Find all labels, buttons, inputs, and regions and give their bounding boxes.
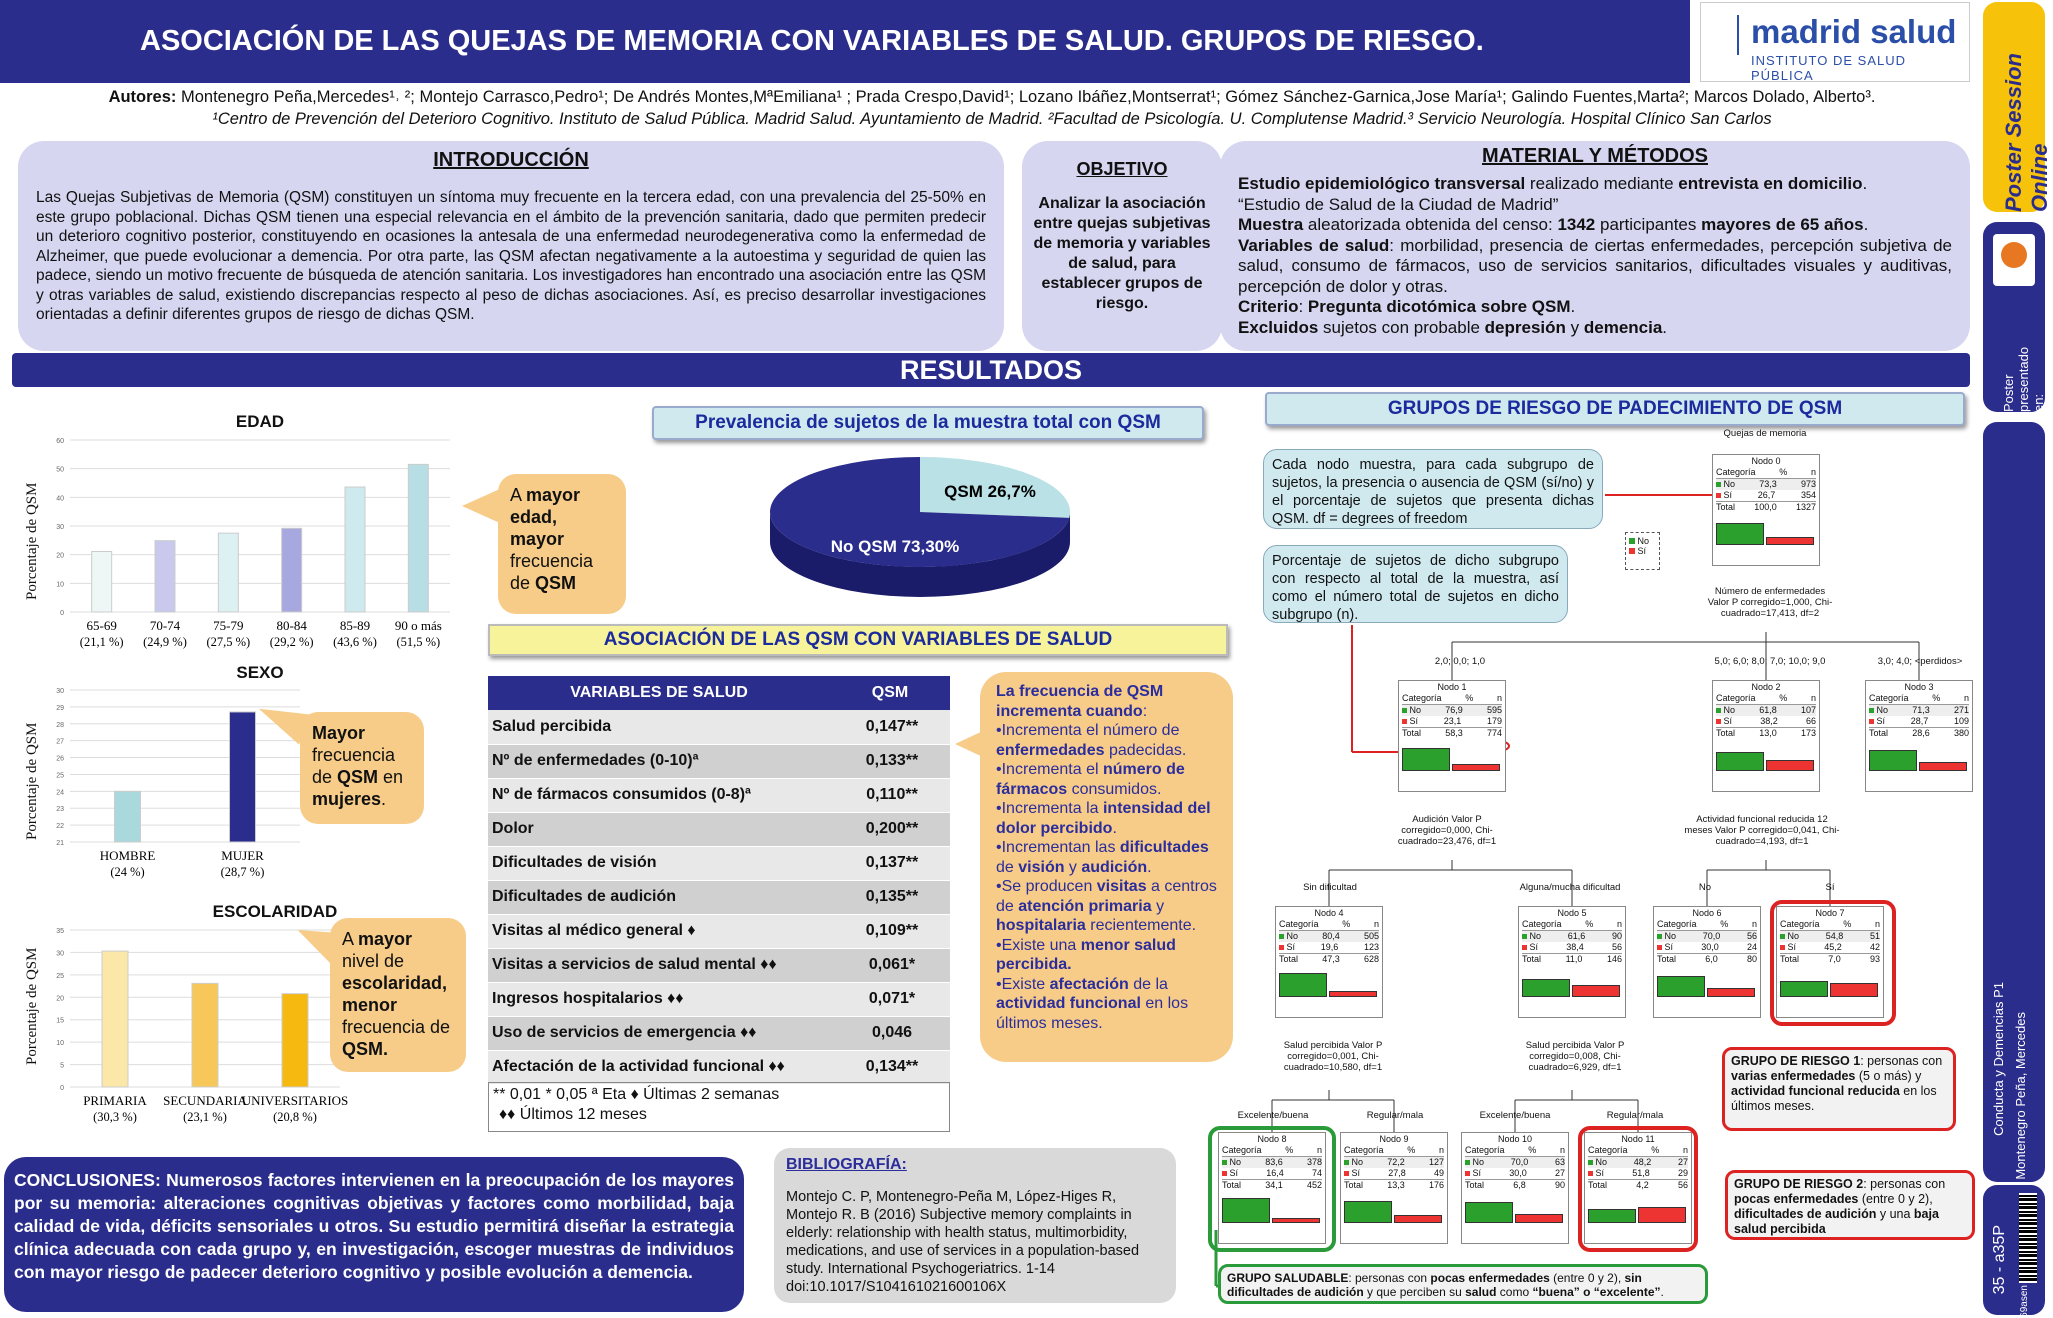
tick-label: 22 [56, 823, 64, 831]
legend-no: No [1629, 536, 1656, 546]
category-label: 65-69 [86, 618, 117, 633]
branch-label: 2,0; 0,0; 1,0 [1434, 656, 1486, 667]
node-header: Categoría % n [1402, 693, 1502, 703]
qsm-cell: 0,133** [830, 744, 950, 778]
healthy-highlight [1208, 1126, 1336, 1252]
presented-label: Poster presentado en: [2001, 346, 2046, 412]
risk-highlight [1578, 1126, 1698, 1252]
variable-cell: Nº de enfermedades (0-10)ª [488, 744, 830, 778]
node-header: Categoría % n [1465, 1145, 1565, 1155]
tick-label: 0 [60, 1085, 64, 1092]
introduction-panel [18, 141, 1004, 351]
bar [282, 528, 302, 612]
tick-label: 15 [56, 1017, 64, 1025]
bubble-pointer [955, 730, 985, 758]
variable-cell: Afectación de la actividad funcional ♦♦ [488, 1050, 830, 1084]
variable-cell: Nº de fármacos consumidos (0-8)ª [488, 778, 830, 812]
tree-node [1398, 680, 1506, 792]
split-label: Salud percibida Valor P corregido=0,008, Chi-cuadrado=6,929, df=1 [1525, 1040, 1625, 1073]
tick-label: 10 [56, 581, 64, 589]
tick-label: 20 [56, 995, 64, 1003]
tree-note-percent: Porcentaje de sujetos de dicho subgrupo con respecto al total de la muestra, así como el número total de sujetos en dicho subgrupo (n). [1263, 545, 1568, 623]
right-sidebar [1980, 0, 2052, 1318]
tree-title: GRUPOS DE RIESGO DE PADECIMIENTO DE QSM [1265, 392, 1965, 426]
frequency-item: •Se producen visitas a centros de atención primaria y hospitalaria recientemente. [996, 878, 1217, 934]
methods-panel [1220, 141, 1970, 351]
node-id: Nodo 9 [1379, 1134, 1409, 1144]
variable-cell: Uso de servicios de emergencia ♦♦ [488, 1016, 830, 1050]
methods-line: Variables de salud: morbilidad, presencia de ciertas enfermedades, percepción subjetiva de salud, consumo de fármacos, uso de servicios sanitarios, dificultades visuales y auditivas, percepción de dolor y otras. [1238, 235, 1952, 296]
variable-cell: Dificultades de visión [488, 846, 830, 880]
node-bar-si [1766, 760, 1814, 771]
split-label: Audición Valor P corregido=0,000, Chi-cuadrado=23,476, df=1 [1397, 814, 1497, 847]
node-row-total: Total 28,6 380 [1869, 728, 1969, 738]
qsm-cell: 0,134** [830, 1050, 950, 1084]
tick-label: 26 [56, 755, 64, 763]
node-row-si: Sí 51,8 29 [1588, 1168, 1688, 1179]
node-bars [1716, 515, 1816, 545]
node-bar-no [1869, 750, 1917, 771]
pie-label: No QSM 73,30% [830, 537, 960, 556]
node-row-total: Total 6,0 80 [1657, 954, 1757, 964]
node-bar-no [1657, 976, 1705, 997]
node-id: Nodo 8 [1257, 1134, 1287, 1144]
risk-group-1: GRUPO DE RIESGO 1: personas con varias enfermedades (5 o más) y actividad funcional reducida en los últimos meses. [1722, 1047, 1956, 1131]
node-row-total: Total 11,0 146 [1522, 954, 1622, 964]
conclusions-label: CONCLUSIONES: [14, 1170, 161, 1190]
tick-label: 10 [56, 1040, 64, 1048]
node-row-total: Total 13,0 173 [1716, 728, 1816, 738]
table-row [488, 710, 950, 744]
category-label: UNIVERSITARIOS [241, 1093, 349, 1108]
branch-label: Regular/mala [1366, 1110, 1424, 1121]
node-row-no: No 61,6 90 [1522, 931, 1622, 942]
category-value: (24 %) [110, 865, 145, 879]
bar [218, 533, 238, 612]
node-bar-si [1766, 537, 1814, 545]
node-bars [1657, 967, 1757, 997]
qsm-cell: 0,071* [830, 982, 950, 1016]
authors-names: Montenegro Peña,Mercedes¹˒ ²; Montejo Carrasco,Pedro¹; De Andrés Montes,MªEmiliana¹ ; Prada Crespo,David¹; Lozano Ibáñez,Montserrat¹; Gómez Sánchez-Garnica,Jose María¹; Galindo Fuentes,Marta²; Marcos Dolado, Alberto³. [181, 88, 1876, 106]
tick-label: 30 [56, 688, 64, 695]
category-value: (29,2 %) [269, 635, 314, 649]
tree-root-label: Quejas de memoria [1723, 428, 1807, 439]
node-header: Categoría % n [1279, 919, 1379, 929]
category-value: (30,3 %) [93, 1110, 137, 1124]
split-label: Número de enfermedades Valor P corregido=1,000, Chi-cuadrado=17,413, df=2 [1707, 586, 1833, 619]
node-row-total: Total 58,3 774 [1402, 728, 1502, 738]
node-row-si: Sí 45,2 42 [1780, 942, 1880, 953]
bar [230, 712, 256, 842]
node-header: Categoría % n [1222, 1145, 1322, 1155]
tick-label: 60 [56, 438, 64, 445]
node-bars [1522, 967, 1622, 997]
node-row-si: Sí 30,0 24 [1657, 942, 1757, 953]
tick-label: 25 [56, 972, 64, 980]
node-bar-no [1522, 979, 1570, 997]
session-author: Montenegro Peña, Mercedes [2013, 1012, 2028, 1180]
node-bar-si [1919, 762, 1967, 771]
introduction-text: Las Quejas Subjetivas de Memoria (QSM) constituyen un síntoma muy frecuente en la tercera edad, con una prevalencia del 25-50% en este grupo poblacional. Dichas QSM tienen una especial relevancia en el ámbito de la prevención sanitaria, dado que permiten predecir un deterioro cognitivo posterior, constituyendo en ocasiones la antesala de una enfermedad neurodegenerativa como la enfermedad de Alzheimer, que puede evolucionar a demencia. Por otra parte, las QSM afectan negativamente a la autoestima y seguridad de quien las padece, siendo un motivo frecuente de búsqueda de atención sanitaria. Los investigadores han encontrado una asociación entre las QSM y otras variables de salud, existiendo discrepancias respecto al peso de dichas asociaciones. Así, es preciso desarrollar investigaciones orientadas a definir diferentes grupos de riesgo de dichas QSM. [36, 189, 986, 323]
poster-code: 35 - a35P [1991, 1225, 2008, 1295]
category-label: SECUNDARIA [163, 1093, 247, 1108]
prevalence-pie-chart [760, 452, 1080, 612]
tick-label: 24 [56, 789, 64, 797]
node-row-no: No 70,0 56 [1657, 931, 1757, 942]
association-table [488, 676, 950, 1085]
node-row-total: Total 7,0 93 [1780, 954, 1880, 964]
category-value: (24,9 %) [143, 635, 187, 649]
objective-text: Analizar la asociación entre quejas subjetivas de memoria y variables de salud, para establecer grupos de riesgo. [1033, 195, 1211, 312]
poster-session-panel [1983, 2, 2052, 212]
madrid-salud-logo [1700, 2, 1970, 82]
frequency-panel: La frecuencia de QSM incrementa cuando: •Incrementa el número de enfermedades padecidas. •Incrementa el número de fármacos consumidos. •Incrementa la intensidad del dolor percibido. •Incrementan las dificultades de visión y audición. •Se producen visitas a centros de atención primaria y hospitalaria recientemente. •Existe una menor salud percibida. •Existe afectación de la actividad funcional en los últimos meses. [980, 672, 1233, 1062]
node-bars [1344, 1193, 1444, 1223]
bibliography-title: BIBLIOGRAFÍA: [786, 1156, 907, 1173]
methods-line: Excluidos sujetos con probable depresión y demencia. [1238, 317, 1668, 337]
table-row [488, 914, 950, 948]
qsm-cell: 0,137** [830, 846, 950, 880]
methods-line: Muestra aleatorizada obtenida del censo: 1342 participantes mayores de 65 años. [1238, 215, 1869, 234]
variable-cell: Salud percibida [488, 710, 830, 744]
frequency-item: •Incrementa el número de enfermedades padecidas. [996, 722, 1187, 759]
node-bar-no [1344, 1201, 1392, 1223]
sexo-chart-title: SEXO [236, 663, 284, 682]
frequency-item: •Incrementa la intensidad del dolor percibido. [996, 800, 1211, 837]
results-bar: RESULTADOS [12, 353, 1970, 387]
objective-title: OBJETIVO [1076, 159, 1168, 179]
qsm-cell: 0,061* [830, 948, 950, 982]
node-bar-si [1329, 991, 1377, 997]
qsm-cell: 0,200** [830, 812, 950, 846]
risk-highlight [1770, 900, 1896, 1026]
category-label: 75-79 [213, 618, 244, 633]
logo-main-text: madrid salud [1751, 13, 1957, 50]
node-id: Nodo 5 [1557, 908, 1587, 918]
objective-panel [1022, 141, 1222, 351]
session-label: Conducta y Demencias P1 [1991, 982, 2006, 1136]
tick-label: 21 [56, 840, 64, 847]
bar [408, 464, 428, 612]
branch-label: Sí [1825, 882, 1835, 893]
node-row-total: Total 47,3 628 [1279, 954, 1379, 964]
poster-title: ASOCIACIÓN DE LAS QUEJAS DE MEMORIA CON VARIABLES DE SALUD. GRUPOS DE RIESGO. [140, 25, 1484, 57]
node-row-si: Sí 38,2 66 [1716, 716, 1816, 727]
branch-label: 5,0; 6,0; 8,0; 7,0; 10,0; 9,0 [1714, 656, 1826, 667]
node-bar-si [1394, 1215, 1442, 1223]
category-value: (51,5 %) [396, 635, 441, 649]
node-row-si: Sí 19,6 123 [1279, 942, 1379, 953]
tree-node [1275, 906, 1383, 1018]
node-row-si: Sí 23,1 179 [1402, 716, 1502, 727]
tree-node [1461, 1132, 1569, 1244]
tick-label: 5 [60, 1062, 64, 1070]
table-row [488, 1050, 950, 1084]
tick-label: 40 [56, 495, 64, 503]
node-id: Nodo 3 [1904, 682, 1934, 692]
variable-cell: Visitas a servicios de salud mental ♦♦ [488, 948, 830, 982]
table-row [488, 778, 950, 812]
prevalence-title: Prevalencia de sujetos de la muestra total con QSM [652, 406, 1204, 440]
tick-label: 25 [56, 772, 64, 780]
edad-chart-title: EDAD [235, 412, 285, 431]
poster-session-brand: Poster Session Online [2001, 53, 2052, 212]
bar [282, 994, 308, 1087]
node-header: Categoría % n [1522, 919, 1622, 929]
healthy-group: GRUPO SALUDABLE: personas con pocas enfermedades (entre 0 y 2), sin dificultades de audición y que perciben su salud como “buena” o “excelente”. [1218, 1264, 1708, 1304]
introduction-title: INTRODUCCIÓN [433, 149, 589, 171]
node-bar-no [1279, 973, 1327, 997]
node-row-no: No 61,8 107 [1716, 705, 1816, 716]
category-label: PRIMARIA [83, 1093, 147, 1108]
node-header: Categoría % n [1344, 1145, 1444, 1155]
tick-label: 23 [56, 806, 64, 814]
node-bars [1465, 1193, 1565, 1223]
node-header: Categoría % n [1716, 693, 1816, 703]
bar [345, 487, 365, 612]
node-header: Categoría % n [1657, 919, 1757, 929]
node-bar-no [1402, 748, 1450, 771]
variable-cell: Visitas al médico general ♦ [488, 914, 830, 948]
tree-node [1712, 680, 1820, 792]
node-bar-no [1465, 1202, 1513, 1223]
tree-node [1340, 1132, 1448, 1244]
node-row-no: No 48,2 27 [1588, 1157, 1688, 1168]
qsm-cell: 0,046 [830, 1016, 950, 1050]
node-bar-si [1707, 988, 1755, 997]
node-row-no: No 72,2 127 [1344, 1157, 1444, 1168]
frequency-item: •Incrementa el número de fármacos consumidos. [996, 761, 1185, 798]
legend-si: Sí [1629, 546, 1656, 556]
node-row-no: No 83,6 378 [1222, 1157, 1322, 1168]
tree-note-nodes: Cada nodo muestra, para cada subgrupo de sujetos, la presencia o ausencia de QSM (sí/no) y el porcentaje de sujetos que presenta dichas QSM. df = degrees of freedom [1263, 449, 1603, 529]
risk-group-2: GRUPO DE RIESGO 2: personas con pocas enfermedades (entre 0 y 2), dificultades de audición y una baja salud percibida [1725, 1170, 1975, 1240]
node-row-no: No 71,3 271 [1869, 705, 1969, 716]
branch-label: Alguna/mucha dificultad [1519, 882, 1621, 893]
frequency-item: •Incrementan las dificultades de visión y audición. [996, 839, 1209, 876]
tick-label: 35 [56, 928, 64, 935]
conclusions-panel [4, 1157, 744, 1312]
frequency-item: •Existe afectación de la actividad funcional en los últimos meses. [996, 975, 1189, 1032]
variable-cell: Ingresos hospitalarios ♦♦ [488, 982, 830, 1016]
frequency-title: La frecuencia de QSM incrementa cuando [996, 683, 1164, 720]
conclusions-text: Numerosos factores intervienen en la preocupación de los mayores por su memoria: alteraciones cognitivas objetivas y factores como morbilidad, baja calidad de vida, déficits sensoriales u otros. Su estudio permitirá diseñar la estrategia clínica adecuada con cada grupo y, en investigación, escoger muestras de individuos con mayor riesgo de padecer deterioro cognitivo y posible evolución a demencia. [14, 1170, 734, 1282]
node-row-no: No 54,8 51 [1780, 931, 1880, 942]
node-bar-no [1716, 752, 1764, 771]
node-bars [1279, 967, 1379, 997]
congress-code: 69asen [2019, 1285, 2030, 1318]
footnote-line: ♦♦ Últimos 12 meses [499, 1106, 647, 1123]
edad-bubble: A mayor edad, mayor frecuencia de QSM [498, 474, 626, 614]
category-value: (28,7 %) [220, 865, 265, 879]
node-header: Categoría % n [1869, 693, 1969, 703]
branch-label: Excelente/buena [1479, 1110, 1551, 1121]
tick-label: 27 [56, 738, 64, 746]
node-header: Categoría % n [1780, 919, 1880, 929]
table-row [488, 744, 950, 778]
footnote-line: ** 0,01 * 0,05 ª Eta ♦ Últimas 2 semanas [493, 1086, 780, 1103]
node-row-si: Sí 26,7 354 [1716, 490, 1816, 501]
category-label: 90 o más [394, 618, 442, 633]
methods-line: Criterio: Pregunta dicotómica sobre QSM. [1238, 297, 1576, 316]
variable-cell: Dificultades de audición [488, 880, 830, 914]
edad-chart [50, 430, 460, 660]
node-row-si: Sí 38,4 56 [1522, 942, 1622, 953]
node-id: Nodo 11 [1621, 1134, 1655, 1144]
category-value: (20,8 %) [273, 1110, 317, 1124]
category-value: (43,6 %) [333, 635, 377, 649]
poster-title-bar [0, 0, 1690, 83]
node-id: Nodo 10 [1497, 1134, 1533, 1144]
node-bar-si [1572, 985, 1620, 997]
tick-label: 20 [56, 552, 64, 560]
branch-label: Excelente/buena [1237, 1110, 1309, 1121]
bar [92, 552, 112, 612]
node-bar-si [1515, 1214, 1563, 1223]
qsm-cell: 0,110** [830, 778, 950, 812]
authors-line [12, 86, 1972, 108]
escolaridad-bubble: A mayor nivel de escolaridad, menor frecuencia de QSM. [330, 918, 466, 1072]
split-label: Salud percibida Valor P corregido=0,001, Chi-cuadrado=10,580, df=1 [1283, 1040, 1383, 1073]
node-row-total: Total 34,1 452 [1222, 1180, 1322, 1190]
table-header-variable: VARIABLES DE SALUD [488, 676, 830, 710]
category-label: 70-74 [149, 618, 181, 633]
tick-label: 30 [56, 524, 64, 531]
tick-label: 50 [56, 466, 64, 474]
node-row-total: Total 100,0 1327 [1716, 502, 1816, 512]
tree-node [1653, 906, 1761, 1018]
sexo-ylabel: Porcentaje de QSM [24, 722, 40, 840]
barcode-icon [2019, 1193, 2037, 1283]
node-row-no: No 73,3 973 [1716, 479, 1816, 490]
authors-label: Autores: [108, 88, 177, 106]
table-row [488, 982, 950, 1016]
node-bar-si [1452, 764, 1500, 771]
node-id: Nodo 4 [1314, 908, 1344, 918]
node-row-si: Sí 28,7 109 [1869, 716, 1969, 727]
frequency-item: •Existe una menor salud percibida. [996, 936, 1176, 973]
bibliography-panel [774, 1148, 1176, 1303]
table-row [488, 846, 950, 880]
node-row-si: Sí 16,4 74 [1222, 1168, 1322, 1179]
category-label: MUJER [221, 848, 264, 863]
tick-label: 29 [56, 704, 64, 712]
node-bars [1402, 741, 1502, 771]
bubble-pointer [462, 488, 502, 524]
category-value: (21,1 %) [79, 635, 124, 649]
qsm-cell: 0,147** [830, 710, 950, 744]
node-id: Nodo 2 [1751, 682, 1781, 692]
node-row-no: No 80,4 505 [1279, 931, 1379, 942]
bar [115, 791, 141, 842]
category-value: (27,5 %) [206, 635, 251, 649]
authors-affiliations: ¹Centro de Prevención del Deterioro Cognitivo. Instituto de Salud Pública. Madrid Salud. Ayuntamiento de Madrid. ²Facultad de Psicología. U. Complutense Madrid.³ Servicio Neurología. Hospital Clínico San Carlos [212, 110, 1772, 128]
table-row [488, 1016, 950, 1050]
variable-cell: Dolor [488, 812, 830, 846]
table-row [488, 812, 950, 846]
branch-label: No [1698, 882, 1712, 893]
authors-block [12, 86, 1972, 130]
node-id: Nodo 6 [1692, 908, 1722, 918]
node-row-total: Total 13,3 176 [1344, 1180, 1444, 1190]
node-header: Categoría % n [1588, 1145, 1688, 1155]
qsm-cell: 0,135** [830, 880, 950, 914]
tick-label: 28 [56, 721, 64, 729]
node-id: Nodo 0 [1751, 456, 1781, 466]
tree-node [1712, 454, 1820, 566]
category-label: 80-84 [276, 618, 307, 633]
node-row-no: No 70,0 63 [1465, 1157, 1565, 1168]
code-panel [1983, 1185, 2045, 1318]
node-bars [1716, 741, 1816, 771]
bar [102, 951, 128, 1087]
logo-sub-text: INSTITUTO DE SALUD PÚBLICA [1751, 53, 1907, 83]
pie-label: QSM 26,7% [944, 482, 1036, 501]
table-footnote [488, 1082, 950, 1132]
node-bar-no [1716, 523, 1764, 545]
branch-label: Regular/mala [1606, 1110, 1664, 1121]
table-row [488, 880, 950, 914]
table-row [488, 948, 950, 982]
node-bars [1869, 741, 1969, 771]
sexo-bubble: Mayor frecuencia de QSM en mujeres. [300, 712, 424, 824]
branch-label: 3,0; 4,0; <perdidos> [1877, 656, 1963, 667]
methods-line: “Estudio de Salud de la Ciudad de Madrid” [1238, 194, 1559, 214]
table-header-qsm: QSM [830, 676, 950, 710]
node-row-total: Total 4,2 56 [1588, 1180, 1688, 1190]
node-row-si: Sí 30,0 27 [1465, 1168, 1565, 1179]
flag-icon [1713, 15, 1739, 55]
escolaridad-chart-title: ESCOLARIDAD [212, 902, 338, 921]
node-row-si: Sí 27,8 49 [1344, 1168, 1444, 1179]
category-label: 85-89 [339, 618, 371, 633]
node-id: Nodo 1 [1437, 682, 1467, 692]
tick-label: 30 [56, 950, 64, 958]
congress-logo-icon [1993, 234, 2035, 286]
tree-node [1518, 906, 1626, 1018]
branch-label: Sin dificultad [1303, 882, 1357, 893]
category-label: HOMBRE [99, 848, 156, 863]
qsm-cell: 0,109** [830, 914, 950, 948]
node-header: Categoría % n [1716, 467, 1816, 477]
tick-label: 0 [60, 610, 64, 617]
node-row-no: No 76,9 595 [1402, 705, 1502, 716]
category-value: (23,1 %) [183, 1110, 227, 1124]
split-label: Actividad funcional reducida 12 meses Valor P corregido=0,041, Chi-cuadrado=4,193, df=1 [1684, 814, 1840, 847]
tree-node [1865, 680, 1973, 792]
association-title: ASOCIACIÓN DE LAS QSM CON VARIABLES DE SALUD [488, 624, 1228, 656]
node-id: Nodo 7 [1815, 908, 1845, 918]
edad-ylabel: Porcentaje de QSM [24, 482, 40, 600]
methods-line: Estudio epidemiológico transversal realizado mediante entrevista en domicilio. [1238, 174, 1868, 193]
node-row-total: Total 6,8 90 [1465, 1180, 1565, 1190]
bar [155, 541, 175, 612]
presented-panel [1983, 222, 2045, 412]
methods-title: MATERIAL Y MÉTODOS [1482, 145, 1708, 167]
escolaridad-ylabel: Porcentaje de QSM [24, 947, 40, 1065]
bibliography-text: Montejo C. P, Montenegro-Peña M, López-Higes R, Montejo R. B (2016) Subjective memory complaints in elderly: relationship with health status, multimorbidity, medications, and use of services in a population-based study. International Psychogeriatrics. 1-14 doi:10.1017/S104161021600106X [786, 1189, 1140, 1295]
bar [192, 983, 218, 1087]
session-panel [1983, 422, 2045, 1182]
